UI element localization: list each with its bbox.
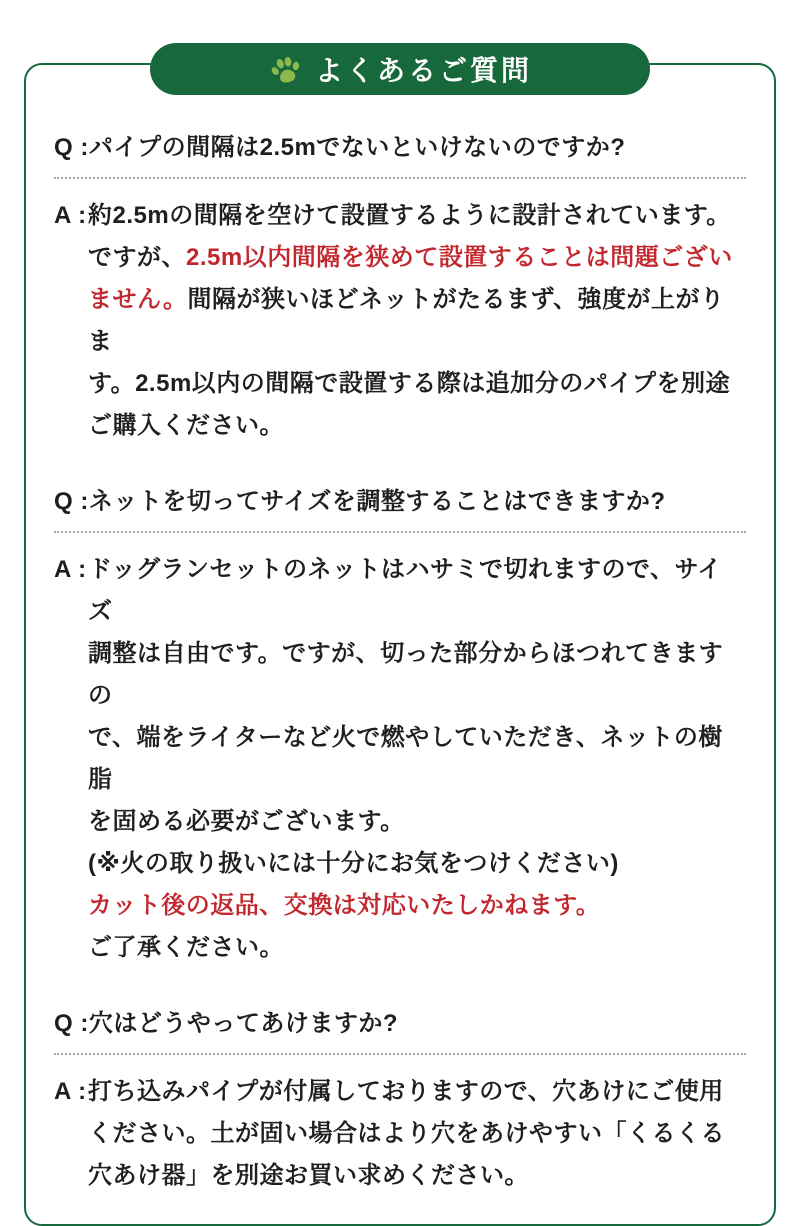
answer-line [88,549,746,633]
answer-prefix: A : [54,1078,87,1105]
text-segment: ご了承ください。 [88,934,284,961]
text-segment: で、端をライターなど火で燃やしていただき、ネットの樹脂 [88,724,723,793]
answer-line [88,843,746,885]
text-segment: ください。土が固い場合はより穴をあけやすい「くるくる [88,1120,725,1147]
answer-row [54,195,746,447]
text-segment: を固める必要がございます。 [88,808,405,835]
text-segment: ドッグランセットのネットはハサミで切れますので、サイズ [88,556,722,625]
dotted-divider [54,1053,746,1055]
question-row [54,485,746,519]
answer-prefix: A : [54,556,87,583]
question-row [54,1007,746,1041]
text-segment: 約2.5mの間隔を空けて設置するように設計されています。 [88,202,731,229]
qa-block-1 [54,131,746,447]
faq-header-badge [150,43,650,95]
text-segment: ません。 [88,286,188,313]
answer-line [88,405,746,447]
answer-line [88,927,746,969]
answer-row [54,1071,746,1197]
text-segment: ですが、 [88,244,186,271]
answer-body [88,1071,746,1197]
question-text: パイプの間隔は2.5mでないといけないのですか? [88,134,626,161]
answer-prefix: A : [54,202,87,229]
question-prefix: Q : [54,1010,89,1037]
text-segment: す。2.5m以内の間隔で設置する際は追加分のパイプを別途 [88,370,731,397]
answer-line [88,1155,746,1197]
question-text: ネットを切ってサイズを調整することはできますか? [88,488,666,515]
paw-icon [268,53,304,85]
text-segment: カット後の返品、交換は対応いたしかねます。 [88,892,601,919]
answer-line [88,237,746,279]
text-segment: 調整は自由です。ですが、切った部分からほつれてきますの [88,640,724,709]
answer-body [88,195,746,447]
text-segment: ご購入ください。 [88,412,284,439]
faq-container [24,55,776,1226]
question-row [54,131,746,165]
answer-body [88,549,746,969]
question-prefix: Q : [54,488,89,515]
answer-line [88,1071,746,1113]
text-segment: 打ち込みパイプが付属しておりますので、穴あけにご使用 [88,1078,724,1105]
answer-line [88,1113,746,1155]
qa-block-2 [54,485,746,969]
answer-row [54,549,746,969]
answer-line [88,885,746,927]
qa-block-3 [54,1007,746,1197]
answer-line [88,279,746,363]
text-segment: 穴あけ器」を別途お買い求めください。 [88,1162,529,1189]
answer-line [88,195,746,237]
answer-line [88,363,746,405]
text-segment: 2.5m以内間隔を狭めて設置することは問題ござい [186,244,733,271]
answer-line [88,801,746,843]
question-text: 穴はどうやってあけますか? [88,1010,398,1037]
question-prefix: Q : [54,134,89,161]
text-segment: (※火の取り扱いには十分にお気をつけください) [88,850,619,877]
answer-line [88,633,746,717]
answer-line [88,717,746,801]
text-segment: 間隔が狭いほどネットがたるまず、強度が上がりま [88,286,725,355]
faq-list [54,131,746,1197]
faq-title: よくあるご質問 [314,55,532,86]
faq-page [0,55,800,1189]
dotted-divider [54,531,746,533]
dotted-divider [54,177,746,179]
